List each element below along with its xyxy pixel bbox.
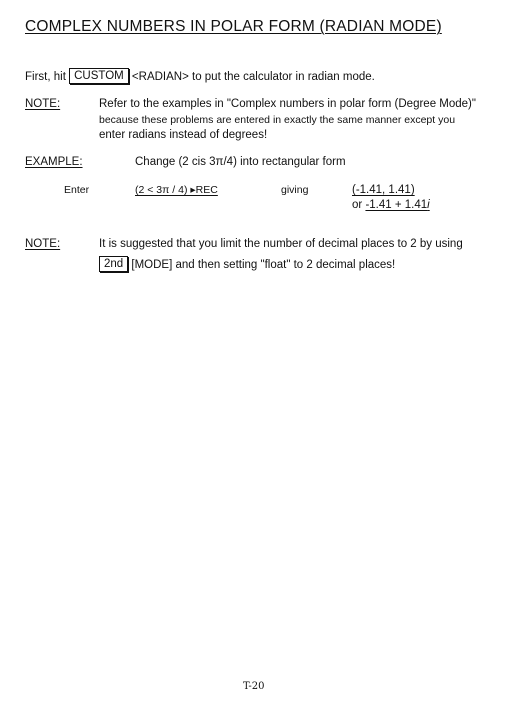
enter-label: Enter xyxy=(64,184,90,196)
custom-key: CUSTOM xyxy=(69,68,129,84)
note1-line1: Refer to the examples in "Complex numbers in polar form (Degree Mode)" xyxy=(99,98,476,110)
page-title: COMPLEX NUMBERS IN POLAR FORM (RADIAN MODE) xyxy=(25,18,442,35)
page-number: T-20 xyxy=(243,681,265,692)
note2-label: NOTE: xyxy=(25,238,61,250)
example-text: Change (2 cis 3π/4) into rectangular form xyxy=(135,156,346,168)
note2-line2-row xyxy=(99,256,395,272)
note1-label: NOTE: xyxy=(25,98,61,110)
result-rect-form xyxy=(352,199,430,211)
note2-line2: [MODE] and then setting "float" to 2 decimal places! xyxy=(131,259,396,271)
note1-line3: enter radians instead of degrees! xyxy=(99,129,268,141)
example-label: EXAMPLE: xyxy=(25,156,83,168)
intro-prefix: First, hit xyxy=(25,71,66,83)
result-rect-value: -1.41 + 1.41i xyxy=(365,199,430,211)
second-key: 2nd xyxy=(99,256,128,272)
note1-line2: because these problems are entered in exactly the same manner except you xyxy=(99,114,456,126)
intro-suffix: <RADIAN> to put the calculator in radian mode. xyxy=(131,71,375,83)
example-input: (2 < 3π / 4) ▸REC xyxy=(135,184,218,196)
giving-label: giving xyxy=(281,184,309,196)
result-ordered-pair: (-1.41, 1.41) xyxy=(352,184,415,196)
note2-line1: It is suggested that you limit the number of decimal places to 2 by using xyxy=(99,238,463,250)
or-label: or xyxy=(352,199,363,211)
intro-line xyxy=(25,68,375,84)
